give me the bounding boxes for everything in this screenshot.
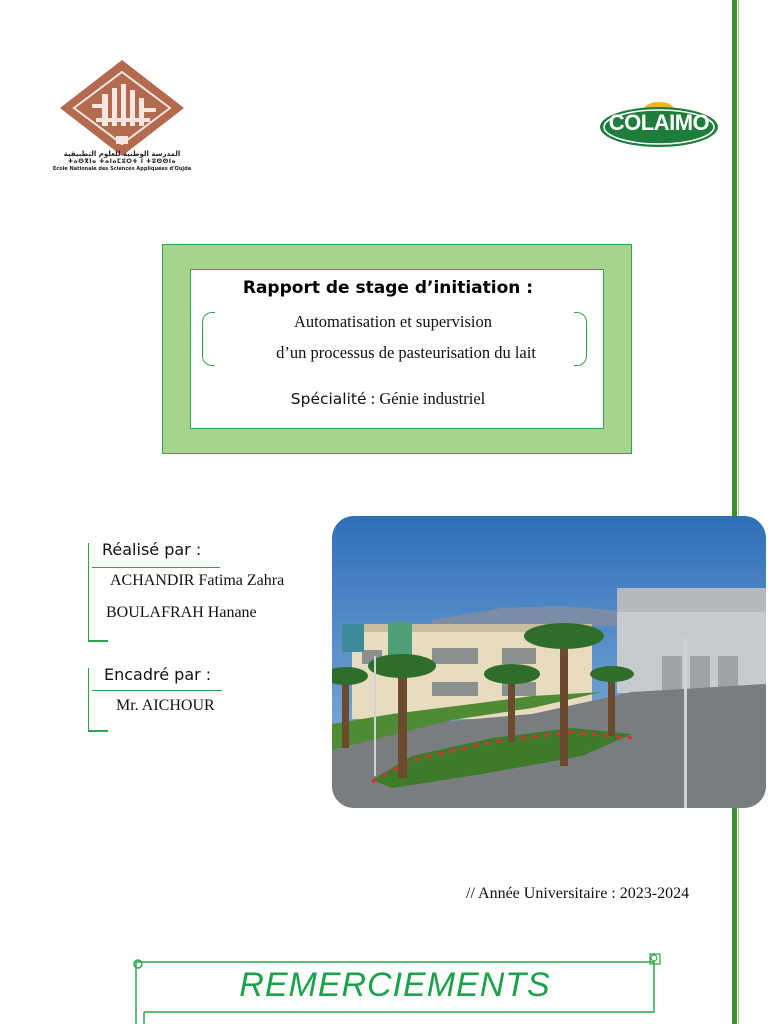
section-heading: REMERCIEMENTS <box>239 966 551 1004</box>
supervisor-name: Mr. AICHOUR <box>116 697 215 714</box>
supervisor-label: Encadré par : <box>104 665 212 684</box>
brace-left <box>202 312 215 366</box>
factory-photo <box>332 516 766 808</box>
specialty-label: Spécialité <box>290 390 367 408</box>
report-title: Rapport de stage d’initiation : <box>242 278 534 298</box>
school-name-tifinagh: ⵜⴰⵙⴳⵏⴰ ⵜⴰⵏⴰⵎⵓⵔⵜ ⵏ ⵜⵓⵙⵙⵏⴰ <box>67 158 177 165</box>
supervisor-bracket-foot <box>88 730 108 732</box>
company-logo-text: COLAIMO <box>608 110 710 135</box>
authors-underline <box>92 567 220 568</box>
report-subject-line-1: Automatisation et supervision <box>294 312 492 331</box>
report-specialty <box>190 389 586 409</box>
school-name-french: Ecole Nationale des Sciences Appliquées d'Oujda <box>52 166 192 172</box>
supervisor-bracket <box>88 668 91 730</box>
author-name: ACHANDIR Fatima Zahra <box>110 572 285 589</box>
academic-year: // Année Universitaire : 2023-2024 <box>466 885 690 902</box>
report-subject-line-2: d’un processus de pasteurisation du lait <box>276 343 536 362</box>
authors-bracket <box>88 543 91 640</box>
school-name-arabic: المدرسة الوطنية للعلوم التطبيقية <box>63 150 181 158</box>
specialty-value: : Génie industriel <box>370 389 486 408</box>
authors-label: Réalisé par : <box>102 540 202 559</box>
authors-bracket-foot <box>88 640 108 642</box>
supervisor-underline <box>92 690 222 691</box>
page-side-rule <box>732 0 737 1024</box>
author-name: BOULAFRAH Hanane <box>106 604 257 621</box>
brace-right <box>574 312 587 366</box>
